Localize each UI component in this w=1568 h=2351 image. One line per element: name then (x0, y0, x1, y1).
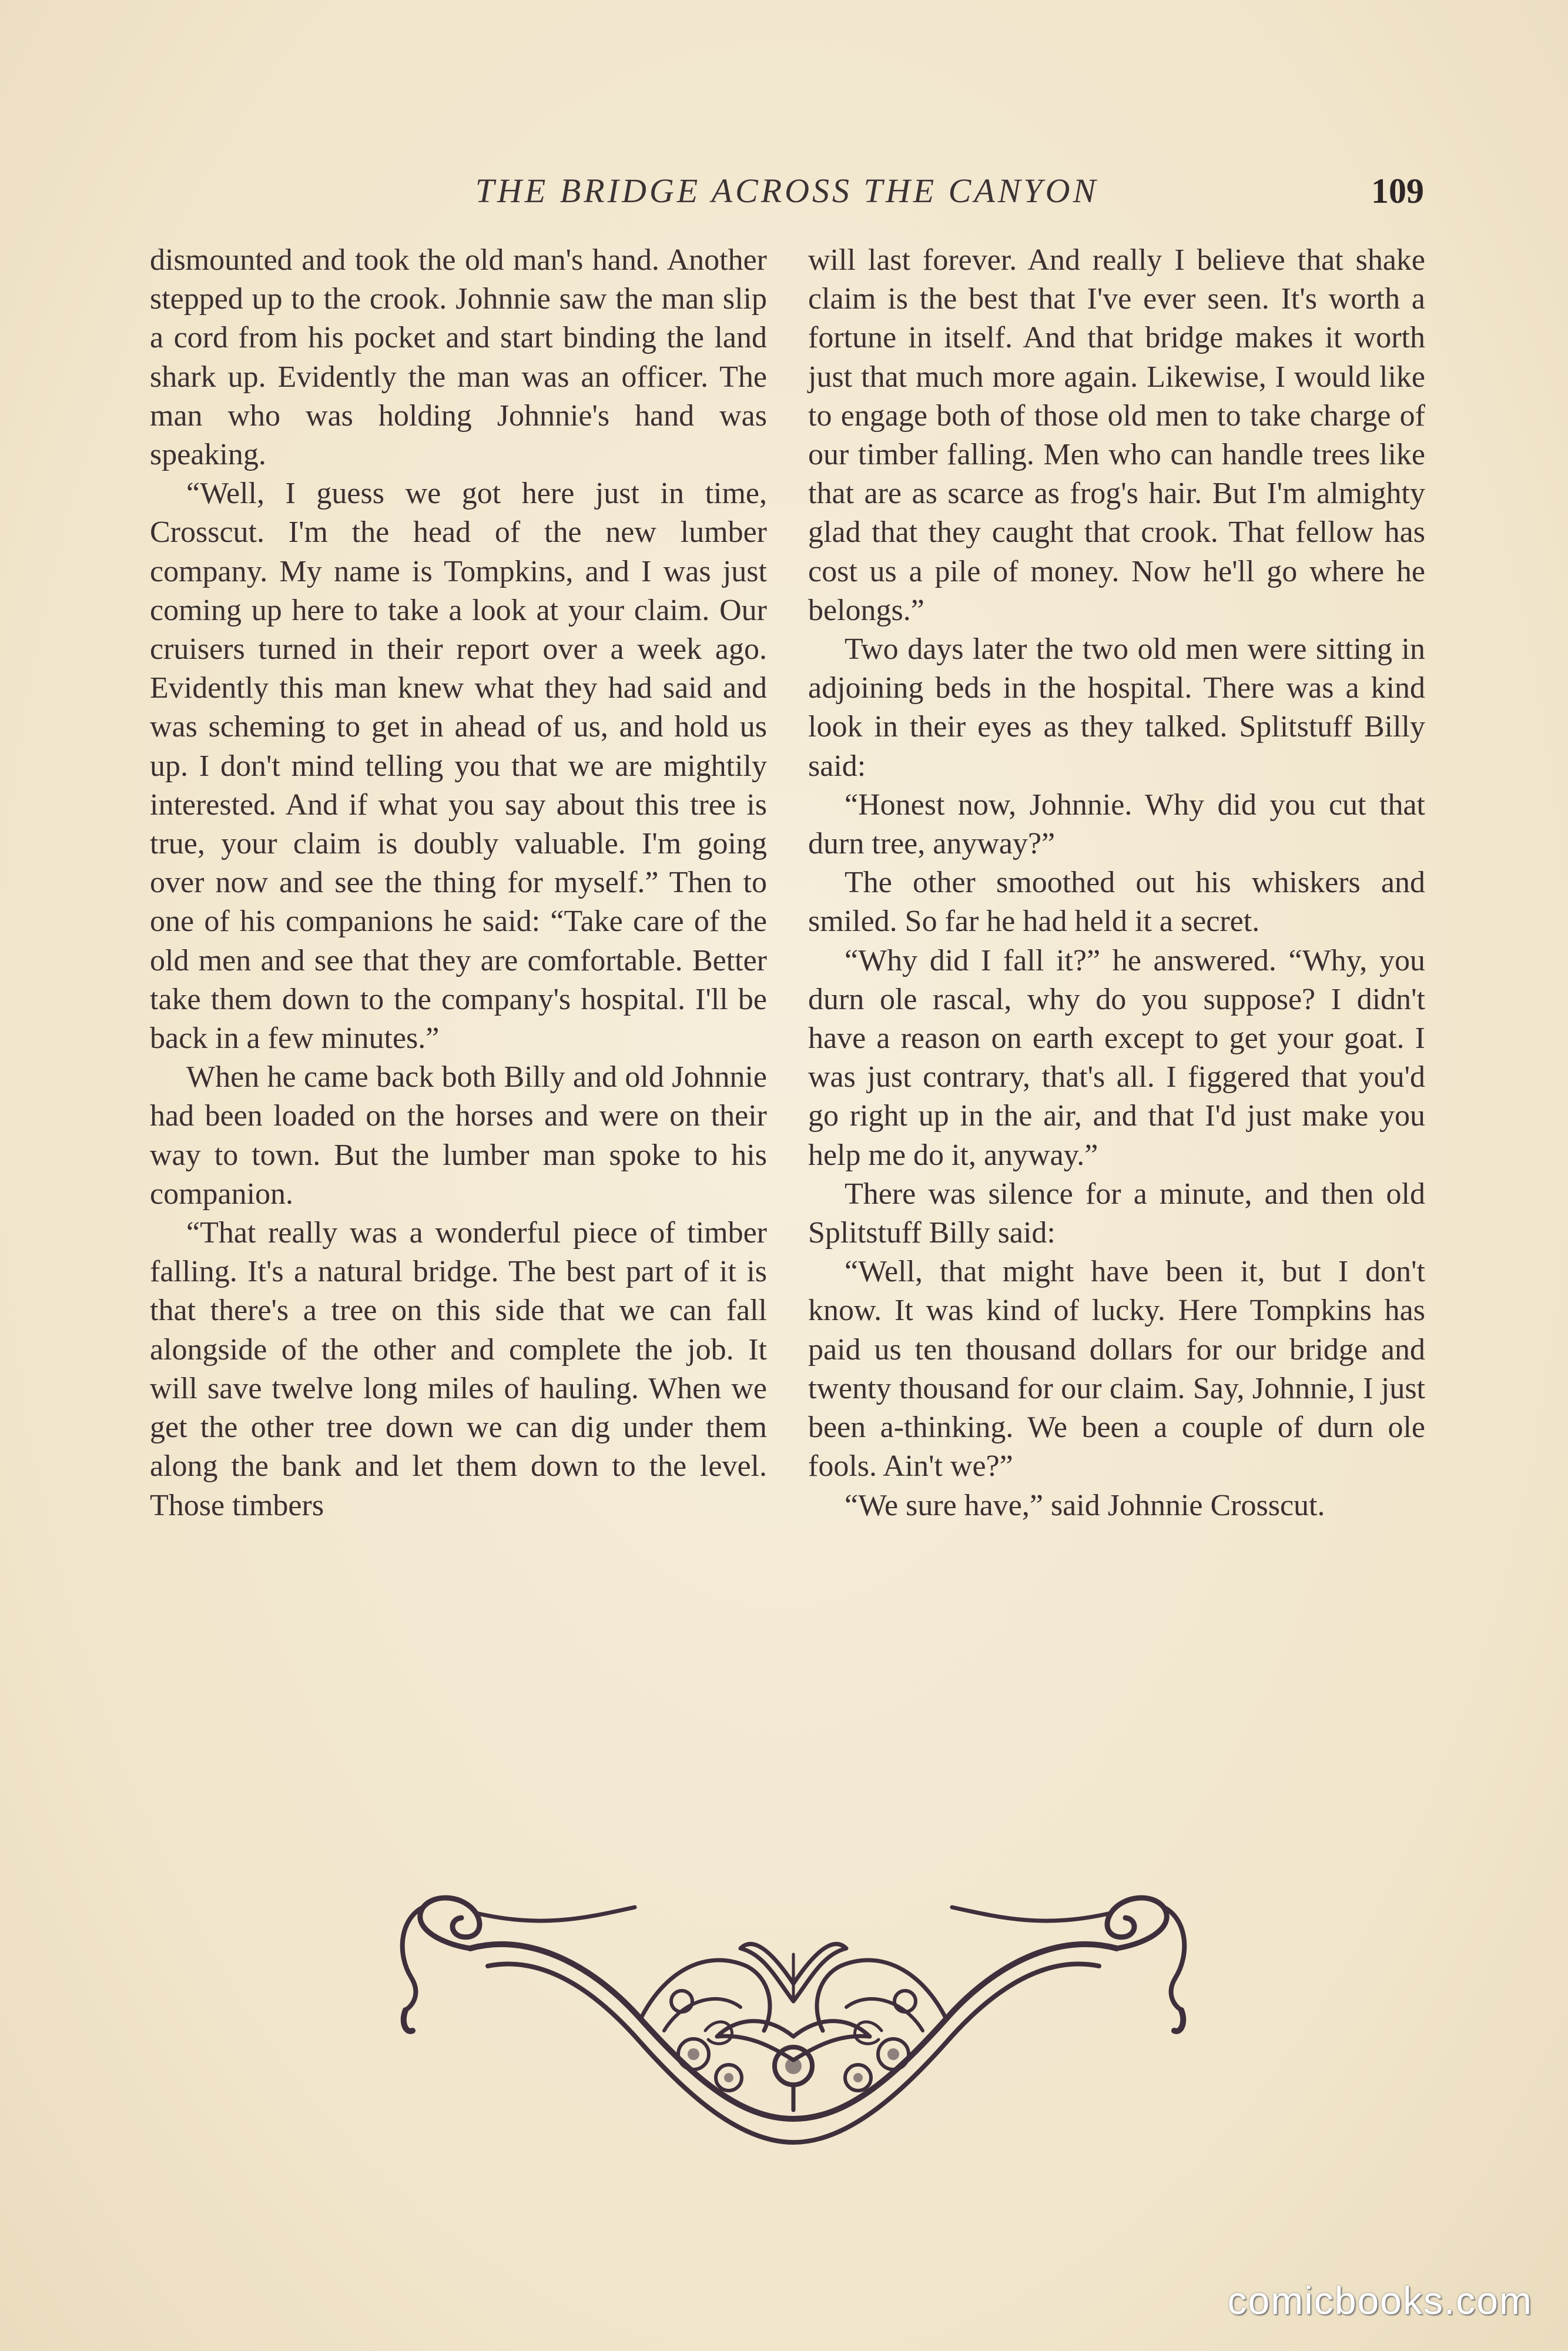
paragraph: There was silence for a minute, and then old Splitstuff Billy said: (808, 1177, 1425, 1250)
paragraph: “Honest now, Johnnie. Why did you cut that durn tree, anyway?” (808, 788, 1425, 861)
watermark: comicbooks.com (1227, 2279, 1533, 2322)
paragraph: “We sure have,” said Johnnie Crosscut. (845, 1488, 1325, 1522)
paragraph: “Well, I guess we got here just in time, Crosscut. I'm the head of the new lumber company. My name is Tompkins, and I was just coming up here to take a look at your claim. Our cruisers turned in their report over a week ago. Evidently this man knew what they had said and was scheming to get in ahead of us, and hold us up. I don't mind telling you that we are mightily interested. And if what you say about this tree is true, your claim is doubly valuable. I'm going over now and see the thing for myself.” Then to one of his companions he said: “Take care of the old men and see that they are comfortable. Better take them down to the company's hospital. I'll be back in a few minutes.” (150, 477, 767, 1056)
paragraph: The other smoothed out his whiskers and smiled. So far he had held it a secret. (808, 866, 1425, 939)
paragraph: will last forever. And really I believe that shake claim is the best that I've ever seen. It's worth a fortune in itself. And that bridge makes it worth just that much more again. Likewise, I would like to engage both of those old men to take charge of our timber falling. Men who can handle trees like that are as scarce as frog's hair. But I'm almighty glad that they caught that crook. That fellow has cost us a pile of money. Now he'll go where he belongs.” (808, 243, 1425, 627)
paragraph: dismounted and took the old man's hand. Another stepped up to the crook. Johnnie saw the man slip a cord from his pocket and start binding the land shark up. Evidently the man was an officer. The man who was holding Johnnie's hand was speaking. (150, 243, 767, 472)
paragraph: When he came back both Billy and old Johnnie had been loaded on the horses and were on their way to town. But the lumber man spoke to his companion. (150, 1060, 767, 1211)
running-head (150, 168, 1424, 220)
page-number: 109 (1371, 172, 1424, 210)
running-title: THE BRIDGE ACROSS THE CANYON (475, 172, 1099, 210)
paragraph: “Well, that might have been it, but I don't know. It was kind of lucky. Here Tompkins has paid us ten thousand dollars for our bridge and twenty thousand for our claim. Say, Johnnie, I just been a-thinking. We been a couple of durn ole fools. Ain't we?” (808, 1255, 1425, 1483)
left-text-column (150, 241, 767, 1525)
floral-scroll-ornament-icon (388, 1884, 1199, 2160)
right-text-column (808, 241, 1425, 1525)
paragraph: “That really was a wonderful piece of timber falling. It's a natural bridge. The best part of it is that there's a tree on this side that we can fall alongside of the other and complete the job. It will save twelve long miles of hauling. When we get the other tree down we can dig under them along the bank and let them down to the level. Those timbers (150, 1216, 767, 1522)
paragraph: Two days later the two old men were sitting in adjoining beds in the hospital. There was a kind look in their eyes as they talked. Splitstuff Billy said: (808, 632, 1425, 783)
paragraph: “Why did I fall it?” he answered. “Why, you durn ole rascal, why do you suppose? I didn't have a reason on earth except to get your goat. I was just contrary, that's all. I figgered that you'd go right up in the air, and that I'd just make you help me do it, anyway.” (808, 943, 1425, 1172)
